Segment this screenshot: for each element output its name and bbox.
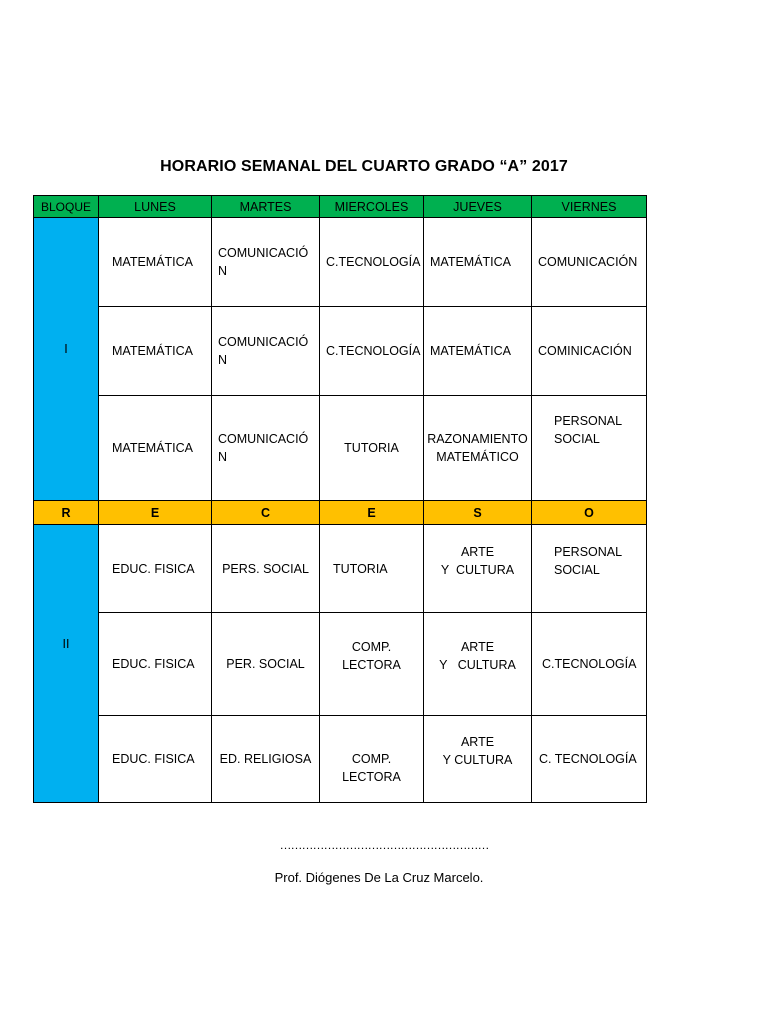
schedule-cell: COMUNICACIÓ N [212, 218, 320, 307]
schedule-cell: PERSONAL SOCIAL [532, 396, 647, 501]
recess-letter: S [424, 501, 532, 525]
schedule-table [33, 195, 647, 803]
header-day-lunes: LUNES [99, 196, 212, 218]
schedule-cell: PERS. SOCIAL [212, 525, 320, 613]
header-day-viernes: VIERNES [532, 196, 647, 218]
block2-row-2 [34, 613, 647, 716]
schedule-cell: ED. RELIGIOSA [212, 716, 320, 803]
schedule-cell: EDUC. FISICA [99, 525, 212, 613]
block1-row-1 [34, 218, 647, 307]
recess-letter: R [34, 501, 99, 525]
schedule-cell: ARTE Y CULTURA [424, 613, 532, 716]
schedule-cell: C.TECNOLOGÍA [532, 613, 647, 716]
header-row [34, 196, 647, 218]
schedule-cell: COMP. LECTORA [320, 716, 424, 803]
schedule-cell: ARTE Y CULTURA [424, 716, 532, 803]
block2-row-1 [34, 525, 647, 613]
signature-line: ………………………………………………… [279, 838, 489, 852]
schedule-cell: TUTORIA [320, 396, 424, 501]
schedule-cell: EDUC. FISICA [99, 613, 212, 716]
schedule-cell: MATEMÁTICA [99, 396, 212, 501]
block2-label: II [34, 525, 99, 803]
schedule-cell: PER. SOCIAL [212, 613, 320, 716]
block1-label: I [34, 218, 99, 501]
schedule-cell: MATEMÁTICA [424, 218, 532, 307]
header-day-martes: MARTES [212, 196, 320, 218]
recess-letter: O [532, 501, 647, 525]
page-title: HORARIO SEMANAL DEL CUARTO GRADO “A” 2017 [160, 158, 568, 175]
schedule-cell: COMUNICACIÓ N [212, 396, 320, 501]
schedule-cell: C.TECNOLOGÍA [320, 307, 424, 396]
block2-row-3 [34, 716, 647, 803]
schedule-cell: MATEMÁTICA [99, 307, 212, 396]
schedule-cell: C. TECNOLOGÍA [532, 716, 647, 803]
block1-row-2 [34, 307, 647, 396]
schedule-cell: RAZONAMIENTO MATEMÁTICO [424, 396, 532, 501]
schedule-cell: COMP. LECTORA [320, 613, 424, 716]
schedule-cell: MATEMÁTICA [99, 218, 212, 307]
schedule-cell: EDUC. FISICA [99, 716, 212, 803]
header-bloque: BLOQUE [34, 196, 99, 218]
header-day-jueves: JUEVES [424, 196, 532, 218]
schedule-cell: C.TECNOLOGÍA [320, 218, 424, 307]
recess-letter: E [99, 501, 212, 525]
schedule-cell: MATEMÁTICA [424, 307, 532, 396]
recess-letter: C [212, 501, 320, 525]
recess-letter: E [320, 501, 424, 525]
schedule-cell: TUTORIA [320, 525, 424, 613]
schedule-cell: PERSONAL SOCIAL [532, 525, 647, 613]
recess-row [34, 501, 647, 525]
block1-row-3 [34, 396, 647, 501]
schedule-cell: COMUNICACIÓN [532, 218, 647, 307]
schedule-cell: COMUNICACIÓ N [212, 307, 320, 396]
header-day-miercoles: MIERCOLES [320, 196, 424, 218]
schedule-cell: COMINICACIÓN [532, 307, 647, 396]
signature-name: Prof. Diógenes De La Cruz Marcelo. [274, 870, 484, 885]
schedule-cell: ARTE Y CULTURA [424, 525, 532, 613]
